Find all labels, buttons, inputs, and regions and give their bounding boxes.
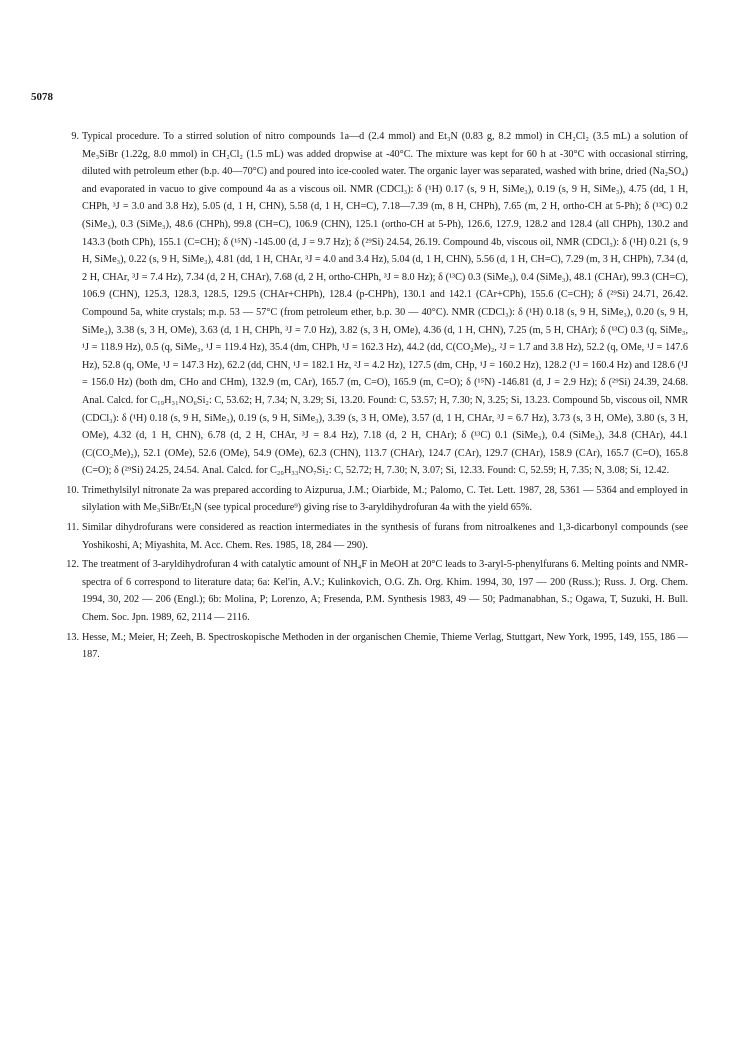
note-number: 9. <box>71 131 79 142</box>
page-number: 5078 <box>31 91 53 103</box>
note-13 <box>64 629 688 664</box>
note-12 <box>64 556 688 626</box>
note-text: Similar dihydrofurans were considered as reaction intermediates in the synthesis of furans from nitroalkenes and 1,3-dicarbonyl compounds (see Yoshikoshi, A; Miyashita, M. Acc. Chem. Res. 1985, 18, 284 — 290). <box>82 522 688 551</box>
note-number: 12. <box>66 559 79 571</box>
note-text: The treatment of 3-aryldihydrofuran 4 with catalytic amount of NH₄F in MeOH at 20°C leads to 3-aryl-5-phenylfurans 6. Melting points and NMR-spectra of 6 correspond to literature data; 6a: Kel'in, A.V.; Kulinkovich, O.G. Zh. Org. Khim. 1994, 30, 197 — 200 (Russ.); Russ. J. Org. Chem. 1994, 30, 202 — 206 (Engl.); 6b: Molina, P; Lorenzo, A; Fresenda, P.M. Synthesis 1983, 49 — 50; Padmanabhan, S.; Ogawa, T, Suzuki, H. Bull. Chem. Soc. Jpn. 1989, 62, 2114 — 2116. <box>82 559 688 624</box>
note-number: 10. <box>66 484 79 496</box>
note-9 <box>64 128 688 480</box>
note-11 <box>64 519 688 554</box>
note-text: Hesse, M.; Meier, H; Zeeh, B. Spectroskopische Methoden in der organischen Chemie, Thieme Verlag, Stuttgart, New York, 1995, 149, 155, 186 — 187. <box>82 631 688 661</box>
note-text: Typical procedure. To a stirred solution of nitro compounds 1a—d (2.4 mmol) and Et₃N (0.83 g, 8.2 mmol) in CH₂Cl₂ (3.5 mL) a solution of Me₃SiBr (1.22g, 8.0 mmol) in CH₂Cl₂ (1.5 mL) was added dropwise at -40°C. The mixture was kept for 60 h at -30°C with occasional stirring, diluted with petroleum ether (b.p. 40—70°C) and poured into ice-cooled water. The organic layer was separated, washed with brine, dried (Na₂SO₄) and evaporated in vacuo to give compound 4a as a viscous oil. NMR (CDCl₃): δ (¹H) 0.17 (s, 9 H, SiMe₃), 0.19 (s, 9 H, SiMe₃), 4.75 (dd, 1 H, CHPh, ³J = 3.0 and 3.8 Hz), 5.05 (d, 1 H, CHN), 5.58 (d, 1 H, CH=C), 7.18—7.39 (m, 8 H, CHPh), 7.65 (m, 2 H, ortho-CH at 5-Ph); δ (¹³C) 0.2 (SiMe₃), 0.3 (SiMe₃), 48.6 (CHPh), 99.8 (CH=C), 106.9 (CHN), 125.1 (ortho-CH at 5-Ph), 126.6, 127.9, 128.2 and 128.4 (all CHPh), 130.2 and 143.3 (both CPh), 155.1 (C=CH); δ (¹⁵N) -145.00 (d, J = 9.7 Hz); δ (²⁹Si) 24.54, 26.19. Compound 4b, viscous oil, NMR (CDCl₃): δ (¹H) 0.21 (s, 9 H, SiMe₃), 0.22 (s, 9 H, SiMe₃), 4.81 (dd, 1 H, CHAr, ³J = 4.0 and 3.4 Hz), 5.04 (d, 1 H, CHN), 5.56 (d, 1 H, CH=C), 7.29 (m, 3 H, CHPh), 7.34 (d, 2 H, CHAr, ³J = 7.4 Hz), 7.34 (d, 2 H, CHAr), 7.68 (d, 2 H, ortho-CHPh, ³J = 8.0 Hz); δ (¹³C) 0.3 (SiMe₃), 0.4 (SiMe₃), 48.1 (CHAr), 99.3 (CH=C), 106.9 (CHN), 125.3, 128.3, 128.5, 129.5 (CHAr+CHPh), 128.4 (p-CHPh), 130.1 and 142.1 (CAr+CPh), 155.6 (C=CH); δ (²⁹Si) 24.71, 26.42. Compound 5a, white crystals; m.p. 53 — 57°C (from petroleum ether, b.p. 30 — 40°C). NMR (CDCl₃): δ (¹H) 0.18 (s, 9 H, SiMe₃), 0.20 (s, 9 H, SiMe₃), 3.38 (s, 3 H, OMe), 3.63 (d, 1 H, CHPh, ³J = 7.0 Hz), 3.82 (s, 3 H, OMe), 4.36 (d, 1 H, CHN), 7.25 (m, 5 H, CHAr); δ (¹³C) 0.3 (q, SiMe₃, ¹J = 118.9 Hz), 0.5 (q, SiMe₃, ¹J = 119.4 Hz), 35.4 (dm, CHPh, ¹J = 162.3 Hz), 44.2 (dd, C(CO₂Me)₂, ²J = 1.7 and 3.8 Hz), 52.2 (q, OMe, ¹J = 147.6 Hz), 52.8 (q, OMe, ¹J = 147.3 Hz), 62.2 (dd, CHN, ¹J = 182.1 Hz, ²J = 4.2 Hz), 127.5 (dm, CHp, ¹J = 160.2 Hz), 128.2 (¹J = 160.4 Hz) and 128.6 (¹J = 156.0 Hz) (both dm, CHo and CHm), 132.9 (m, CAr), 165.7 (m, C=O), 165.9 (m, C=O); δ (¹⁵N) -146.81 (d, J = 2.9 Hz); δ (²⁹Si) 24.39, 24.68. Anal. Calcd. for C₁₉H₃₁NO₆Si₂: C, 53.62; H, 7.34; N, 3.29; Si, 13.20. Found: C, 53.57; H, 7.30; N, 3.25; Si, 13.23. Compound 5b, viscous oil, NMR (CDCl₃): δ (¹H) 0.18 (s, 9 H, SiMe₃), 0.19 (s, 9 H, SiMe₃), 3.39 (s, 3 H, OMe), 3.57 (d, 1 H, CHAr, ³J = 6.7 Hz), 3.73 (s, 3 H, OMe), 3.80 (s, 3 H, OMe), 4.32 (d, 1 H, CHN), 6.78 (d, 2 H, CHAr, ³J = 8.4 Hz), 7.18 (d, 2 H, CHAr); δ (¹³C) 0.1 (SiMe₃), 0.4 (SiMe₃), 34.8 (CHAr), 44.1 (C(CO₂Me)₂), 52.1 (OMe), 52.6 (OMe), 54.9 (OMe), 62.3 (CHN), 113.7 (CHAr), 124.7 (CAr), 129.7 (CHAr), 158.9 (CAr), 165.7 (C=O), 165.8 (C=O); δ (²⁹Si) 24.25, 24.54. Anal. Calcd. for C₂₀H₃₃NO₇Si₂: C, 52.72; H, 7.30; N, 3.07; Si, 12.33. Found: C, 52.59; H, 7.35; N, 3.08; Si, 12.42. <box>82 131 688 477</box>
note-number: 11. <box>66 522 79 534</box>
reference-notes <box>64 128 688 666</box>
note-number: 13. <box>66 631 79 643</box>
note-10 <box>64 482 688 517</box>
note-text: Trimethylsilyl nitronate 2a was prepared according to Aizpurua, J.M.; Oiarbide, M.; Palomo, C. Tet. Lett. 1987, 28, 5361 — 5364 and employed in silylation with Me₃SiBr/Et₃N (see typical procedure⁹) giving rise to 3-aryldihydrofuran 4a with the yield 65%. <box>82 484 688 514</box>
